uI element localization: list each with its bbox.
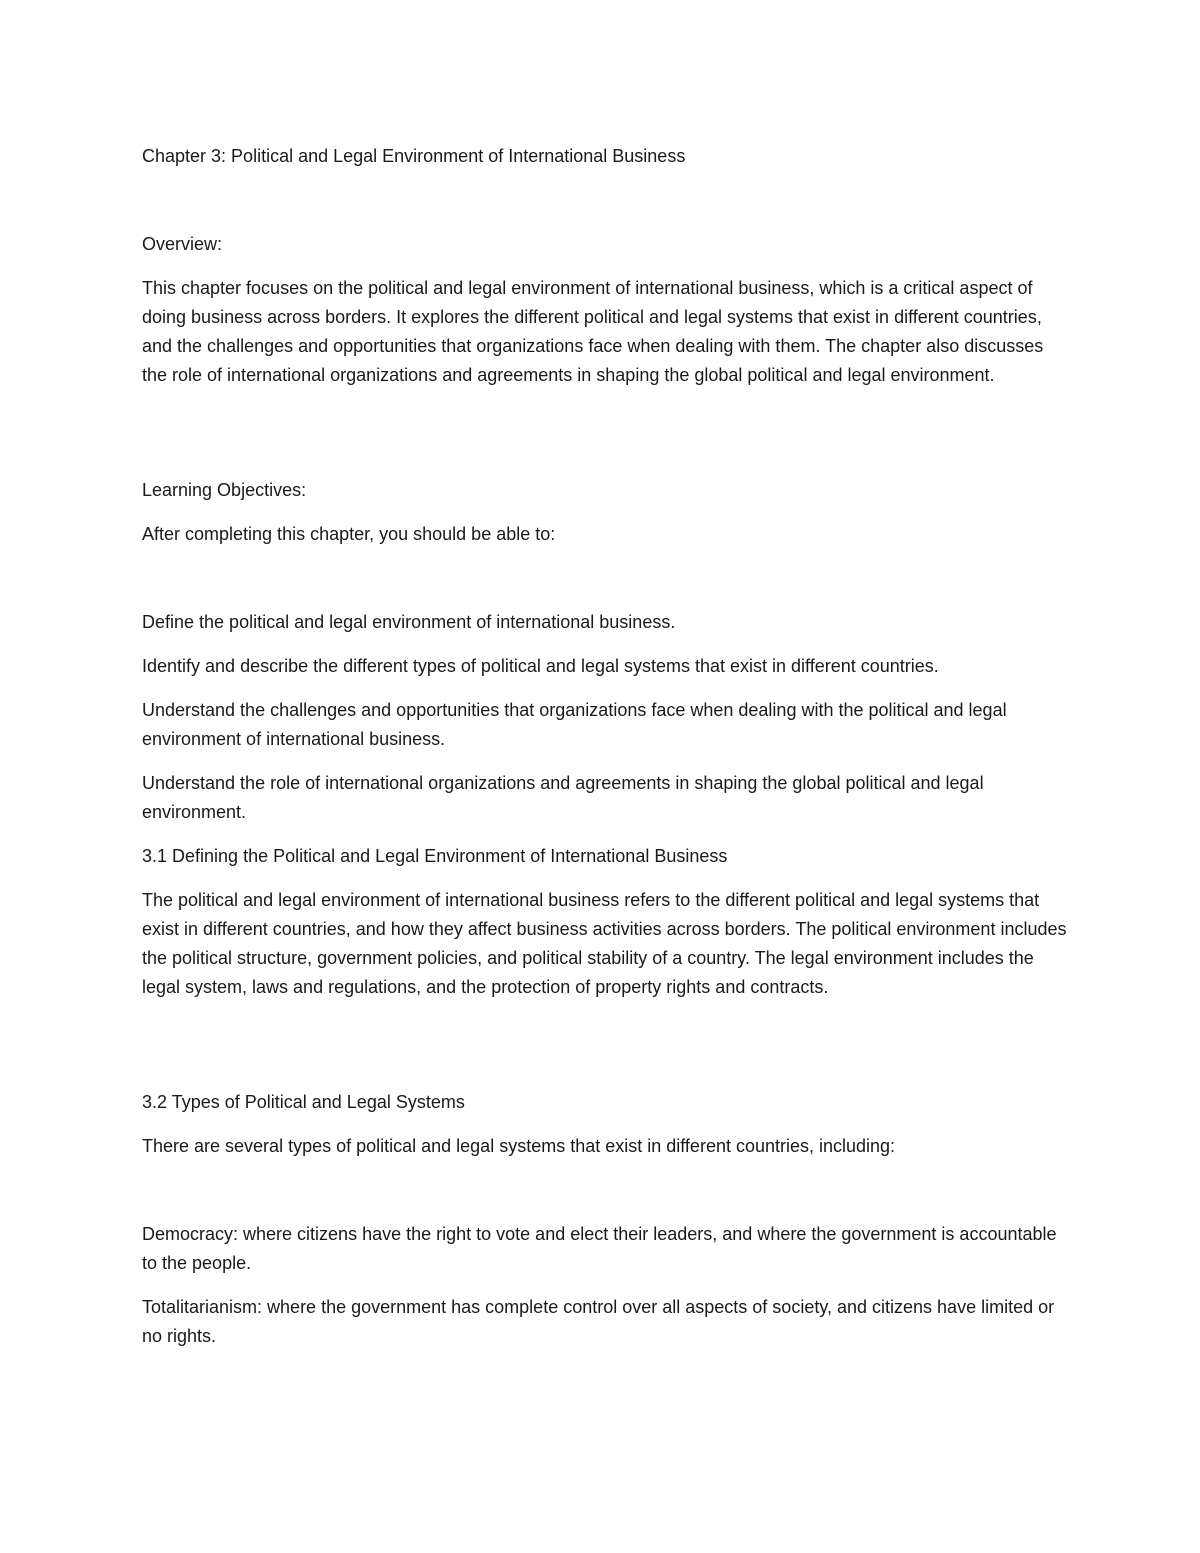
section-3-2-heading: 3.2 Types of Political and Legal Systems bbox=[142, 1092, 465, 1112]
objective-item: Define the political and legal environment of international business. bbox=[142, 612, 676, 632]
learning-objectives-heading: Learning Objectives: bbox=[142, 480, 307, 500]
objective-item: Identify and describe the different types of political and legal systems that exist in different countries. bbox=[142, 656, 939, 676]
system-item: Democracy: where citizens have the right to vote and elect their leaders, and where the government is accountable to the people. bbox=[142, 1224, 1057, 1273]
section-3-2-intro: There are several types of political and legal systems that exist in different countries, including: bbox=[142, 1136, 896, 1156]
objective-item: Understand the role of international organizations and agreements in shaping the global political and legal environment. bbox=[142, 773, 984, 822]
section-3-1-heading: 3.1 Defining the Political and Legal Environment of International Business bbox=[142, 846, 728, 866]
section-3-1-paragraph: The political and legal environment of international business refers to the different political and legal systems that exist in different countries, and how they affect business activities across borders. The political environment includes the political structure, government policies, and political stability of a country. The legal environment includes the legal system, laws and regulations, and the protection of property rights and contracts. bbox=[142, 890, 1067, 997]
objective-item: Understand the challenges and opportunities that organizations face when dealing with the political and legal environment of international business. bbox=[142, 700, 1007, 749]
objectives-intro: After completing this chapter, you should be able to: bbox=[142, 524, 556, 544]
overview-heading: Overview: bbox=[142, 234, 223, 254]
overview-paragraph: This chapter focuses on the political and legal environment of international business, which is a critical aspect of doing business across borders. It explores the different political and legal systems that exist in different countries, and the challenges and opportunities that organizations face when dealing with them. The chapter also discusses the role of international organizations and agreements in shaping the global political and legal environment. bbox=[142, 278, 1044, 385]
system-item: Totalitarianism: where the government has complete control over all aspects of society, and citizens have limited or no rights. bbox=[142, 1297, 1055, 1346]
document-title: Chapter 3: Political and Legal Environment of International Business bbox=[142, 146, 686, 166]
